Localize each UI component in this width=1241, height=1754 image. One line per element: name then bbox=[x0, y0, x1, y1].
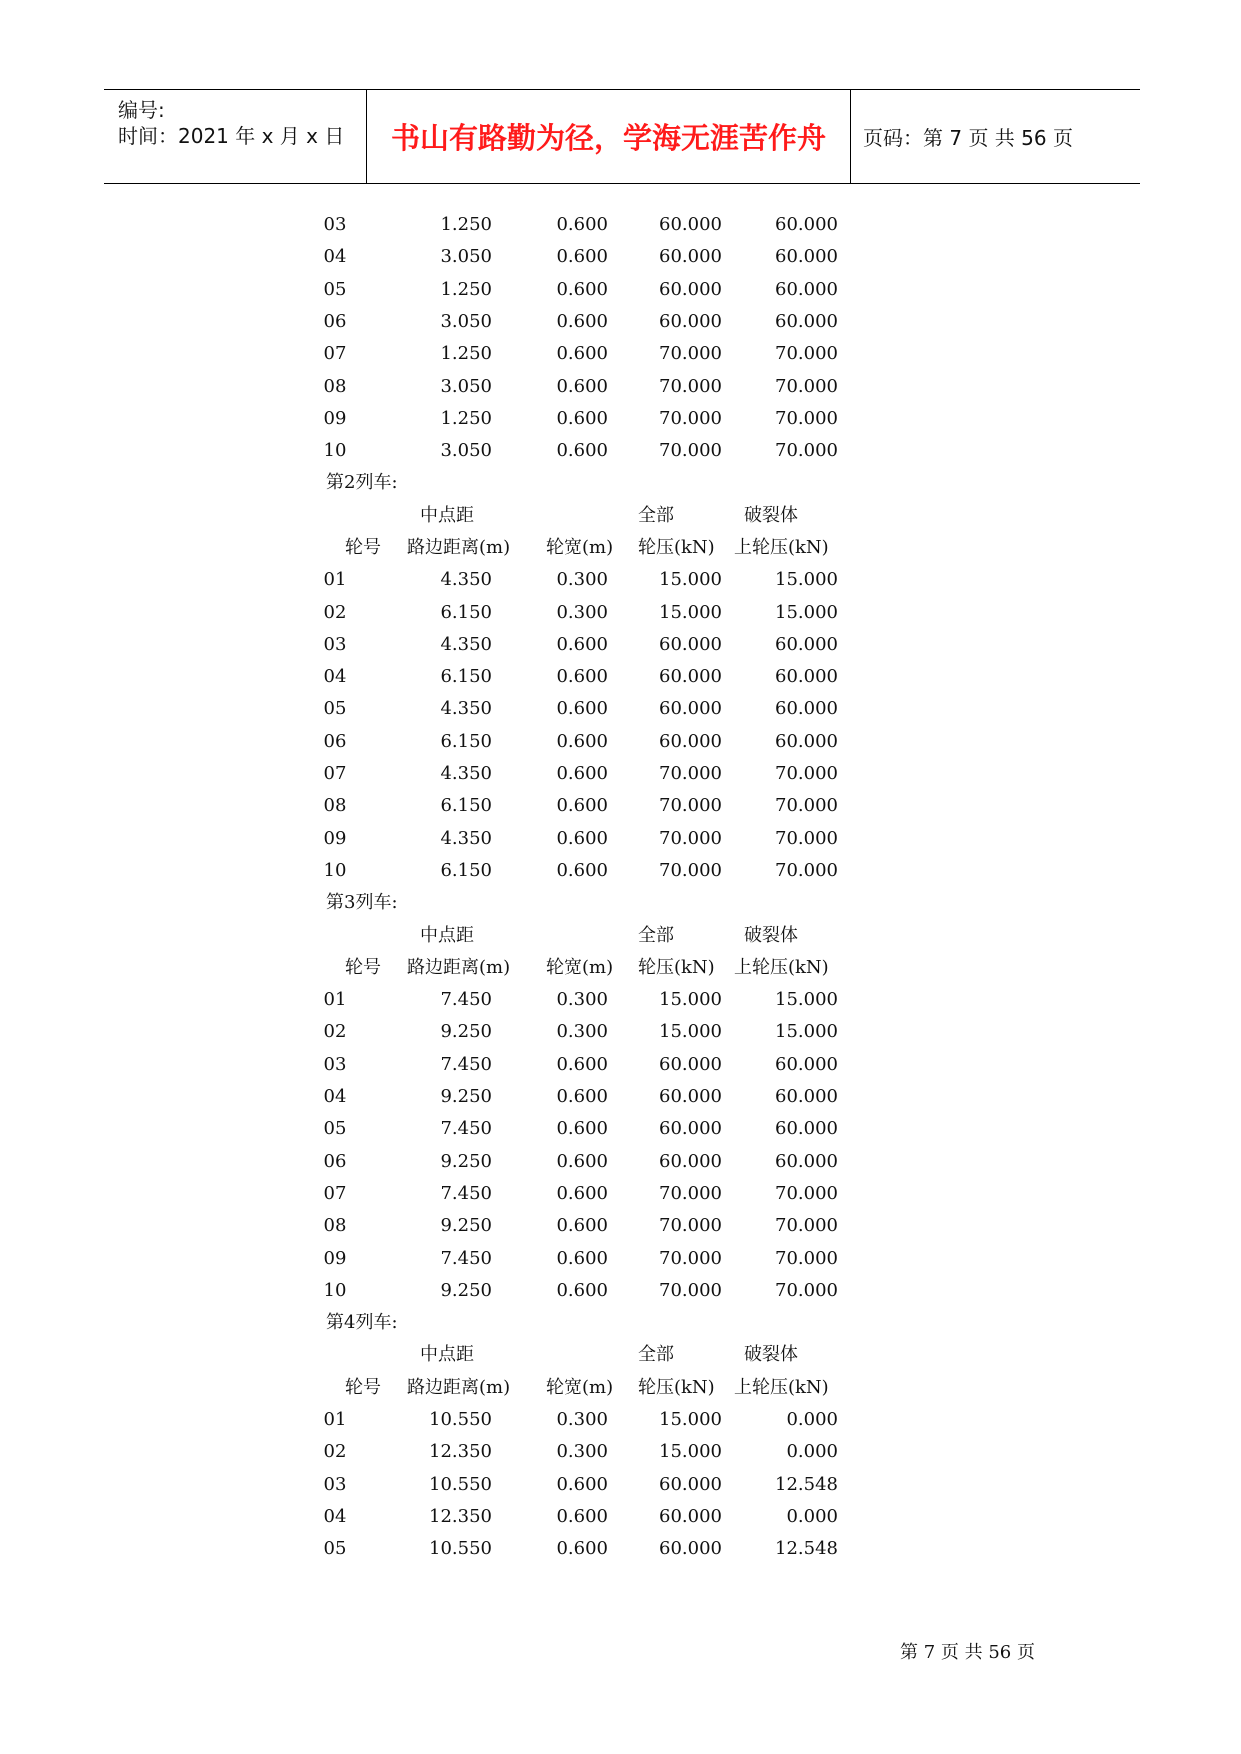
wheel-width-cell: 0.600 bbox=[556, 1118, 608, 1139]
wheel-load-cell: 70.000 bbox=[659, 1280, 722, 1301]
wheel-number-cell: 08 bbox=[323, 1215, 347, 1236]
column-header: 上轮压(kN) bbox=[734, 537, 829, 558]
wheel-width-cell: 0.600 bbox=[556, 1280, 608, 1301]
fracture-wheel-load-cell: 60.000 bbox=[775, 214, 838, 235]
page-footer: 第 7 页 共 56 页 bbox=[900, 1642, 1035, 1663]
wheel-load-cell: 60.000 bbox=[659, 1538, 722, 1559]
wheel-width-cell: 0.600 bbox=[556, 1215, 608, 1236]
section-title-row bbox=[0, 1309, 1241, 1337]
table-row bbox=[0, 857, 1241, 885]
wheel-load-cell: 70.000 bbox=[659, 1248, 722, 1269]
fracture-wheel-load-cell: 70.000 bbox=[775, 1215, 838, 1236]
fracture-wheel-load-cell: 60.000 bbox=[775, 311, 838, 332]
wheel-width-cell: 0.600 bbox=[556, 440, 608, 461]
distance-from-road-edge-cell: 4.350 bbox=[440, 569, 492, 590]
wheel-width-cell: 0.600 bbox=[556, 1474, 608, 1495]
wheel-width-cell: 0.600 bbox=[556, 246, 608, 267]
distance-from-road-edge-cell: 4.350 bbox=[440, 698, 492, 719]
wheel-load-cell: 70.000 bbox=[659, 1183, 722, 1204]
fracture-wheel-load-cell: 70.000 bbox=[775, 408, 838, 429]
wheel-width-cell: 0.600 bbox=[556, 408, 608, 429]
wheel-number-cell: 01 bbox=[323, 989, 347, 1010]
header-fracture-body: 破裂体 bbox=[744, 1344, 798, 1365]
wheel-load-cell: 60.000 bbox=[659, 1151, 722, 1172]
fracture-wheel-load-cell: 15.000 bbox=[775, 1021, 838, 1042]
distance-from-road-edge-cell: 3.050 bbox=[440, 376, 492, 397]
wheel-width-cell: 0.300 bbox=[556, 1021, 608, 1042]
wheel-number-cell: 08 bbox=[323, 795, 347, 816]
column-header: 轮压(kN) bbox=[638, 537, 715, 558]
fracture-wheel-load-cell: 70.000 bbox=[775, 343, 838, 364]
table-row bbox=[0, 825, 1241, 853]
table-row bbox=[0, 243, 1241, 271]
column-header: 上轮压(kN) bbox=[734, 1377, 829, 1398]
distance-from-road-edge-cell: 12.350 bbox=[429, 1441, 492, 1462]
wheel-number-cell: 03 bbox=[323, 214, 347, 235]
fracture-wheel-load-cell: 70.000 bbox=[775, 1248, 838, 1269]
distance-from-road-edge-cell: 1.250 bbox=[440, 214, 492, 235]
wheel-load-cell: 60.000 bbox=[659, 1054, 722, 1075]
table-row bbox=[0, 1115, 1241, 1143]
column-header: 轮宽(m) bbox=[546, 1377, 614, 1398]
table-row bbox=[0, 1406, 1241, 1434]
fracture-wheel-load-cell: 70.000 bbox=[775, 376, 838, 397]
wheel-load-cell: 70.000 bbox=[659, 440, 722, 461]
wheel-number-cell: 07 bbox=[323, 343, 347, 364]
fracture-wheel-load-cell: 60.000 bbox=[775, 246, 838, 267]
wheel-load-cell: 60.000 bbox=[659, 698, 722, 719]
distance-from-road-edge-cell: 6.150 bbox=[440, 860, 492, 881]
wheel-number-cell: 07 bbox=[323, 763, 347, 784]
wheel-number-cell: 01 bbox=[323, 1409, 347, 1430]
wheel-number-cell: 10 bbox=[323, 860, 347, 881]
header-total: 全部 bbox=[638, 925, 674, 946]
section-title: 第2列车: bbox=[326, 472, 398, 493]
distance-from-road-edge-cell: 3.050 bbox=[440, 246, 492, 267]
wheel-number-cell: 03 bbox=[323, 634, 347, 655]
header-total: 全部 bbox=[638, 1344, 674, 1365]
wheel-number-cell: 04 bbox=[323, 1506, 347, 1527]
wheel-width-cell: 0.300 bbox=[556, 1441, 608, 1462]
fracture-wheel-load-cell: 0.000 bbox=[786, 1409, 838, 1430]
wheel-load-cell: 60.000 bbox=[659, 311, 722, 332]
table-row bbox=[0, 1083, 1241, 1111]
table-row bbox=[0, 1051, 1241, 1079]
wheel-load-cell: 70.000 bbox=[659, 828, 722, 849]
header-midpoint: 中点距 bbox=[420, 925, 474, 946]
fracture-wheel-load-cell: 70.000 bbox=[775, 763, 838, 784]
column-header-row-2 bbox=[0, 1374, 1241, 1402]
fracture-wheel-load-cell: 15.000 bbox=[775, 569, 838, 590]
fracture-wheel-load-cell: 70.000 bbox=[775, 828, 838, 849]
wheel-number-cell: 09 bbox=[323, 828, 347, 849]
fracture-wheel-load-cell: 60.000 bbox=[775, 731, 838, 752]
distance-from-road-edge-cell: 9.250 bbox=[440, 1086, 492, 1107]
column-header: 轮压(kN) bbox=[638, 957, 715, 978]
distance-from-road-edge-cell: 9.250 bbox=[440, 1021, 492, 1042]
wheel-load-cell: 60.000 bbox=[659, 1506, 722, 1527]
wheel-width-cell: 0.600 bbox=[556, 1151, 608, 1172]
section-title-row bbox=[0, 889, 1241, 917]
distance-from-road-edge-cell: 1.250 bbox=[440, 408, 492, 429]
table-row bbox=[0, 1471, 1241, 1499]
wheel-number-cell: 06 bbox=[323, 311, 347, 332]
column-header-row-1 bbox=[0, 922, 1241, 950]
wheel-load-cell: 60.000 bbox=[659, 214, 722, 235]
wheel-number-cell: 05 bbox=[323, 1118, 347, 1139]
wheel-number-cell: 10 bbox=[323, 440, 347, 461]
wheel-width-cell: 0.600 bbox=[556, 634, 608, 655]
distance-from-road-edge-cell: 6.150 bbox=[440, 731, 492, 752]
distance-from-road-edge-cell: 7.450 bbox=[440, 1118, 492, 1139]
table-row bbox=[0, 1503, 1241, 1531]
fracture-wheel-load-cell: 60.000 bbox=[775, 279, 838, 300]
wheel-number-cell: 09 bbox=[323, 408, 347, 429]
distance-from-road-edge-cell: 4.350 bbox=[440, 763, 492, 784]
fracture-wheel-load-cell: 15.000 bbox=[775, 602, 838, 623]
table-row bbox=[0, 728, 1241, 756]
fracture-wheel-load-cell: 12.548 bbox=[775, 1474, 838, 1495]
wheel-load-cell: 70.000 bbox=[659, 343, 722, 364]
distance-from-road-edge-cell: 4.350 bbox=[440, 828, 492, 849]
wheel-load-cell: 60.000 bbox=[659, 279, 722, 300]
distance-from-road-edge-cell: 10.550 bbox=[429, 1474, 492, 1495]
distance-from-road-edge-cell: 9.250 bbox=[440, 1280, 492, 1301]
wheel-width-cell: 0.600 bbox=[556, 1538, 608, 1559]
fracture-wheel-load-cell: 70.000 bbox=[775, 860, 838, 881]
header-midpoint: 中点距 bbox=[420, 505, 474, 526]
distance-from-road-edge-cell: 3.050 bbox=[440, 440, 492, 461]
wheel-load-cell: 15.000 bbox=[659, 989, 722, 1010]
wheel-number-cell: 07 bbox=[323, 1183, 347, 1204]
fracture-wheel-load-cell: 70.000 bbox=[775, 440, 838, 461]
column-header-row-2 bbox=[0, 954, 1241, 982]
distance-from-road-edge-cell: 6.150 bbox=[440, 666, 492, 687]
wheel-load-cell: 60.000 bbox=[659, 666, 722, 687]
wheel-width-cell: 0.600 bbox=[556, 1506, 608, 1527]
table-row bbox=[0, 1245, 1241, 1273]
table-row bbox=[0, 566, 1241, 594]
column-header: 路边距离(m) bbox=[407, 1377, 511, 1398]
wheel-load-cell: 70.000 bbox=[659, 860, 722, 881]
table-row bbox=[0, 631, 1241, 659]
distance-from-road-edge-cell: 10.550 bbox=[429, 1409, 492, 1430]
table-row bbox=[0, 340, 1241, 368]
fracture-wheel-load-cell: 60.000 bbox=[775, 1118, 838, 1139]
wheel-load-cell: 70.000 bbox=[659, 376, 722, 397]
fracture-wheel-load-cell: 12.548 bbox=[775, 1538, 838, 1559]
table-row bbox=[0, 437, 1241, 465]
header-fracture-body: 破裂体 bbox=[744, 505, 798, 526]
wheel-width-cell: 0.600 bbox=[556, 311, 608, 332]
wheel-number-cell: 09 bbox=[323, 1248, 347, 1269]
wheel-width-cell: 0.600 bbox=[556, 828, 608, 849]
header-total: 全部 bbox=[638, 505, 674, 526]
wheel-load-cell: 70.000 bbox=[659, 795, 722, 816]
wheel-number-cell: 02 bbox=[323, 1021, 347, 1042]
wheel-width-cell: 0.300 bbox=[556, 989, 608, 1010]
wheel-width-cell: 0.600 bbox=[556, 214, 608, 235]
table-row bbox=[0, 373, 1241, 401]
wheel-number-cell: 04 bbox=[323, 1086, 347, 1107]
wheel-width-cell: 0.300 bbox=[556, 602, 608, 623]
wheel-number-cell: 05 bbox=[323, 1538, 347, 1559]
column-header: 轮压(kN) bbox=[638, 1377, 715, 1398]
table-row bbox=[0, 1277, 1241, 1305]
table-row bbox=[0, 1535, 1241, 1563]
fracture-wheel-load-cell: 70.000 bbox=[775, 1280, 838, 1301]
header-midpoint: 中点距 bbox=[420, 1344, 474, 1365]
distance-from-road-edge-cell: 9.250 bbox=[440, 1215, 492, 1236]
wheel-load-cell: 70.000 bbox=[659, 408, 722, 429]
column-header: 轮号 bbox=[345, 1377, 381, 1398]
wheel-load-cell: 60.000 bbox=[659, 1086, 722, 1107]
fracture-wheel-load-cell: 0.000 bbox=[786, 1441, 838, 1462]
wheel-width-cell: 0.600 bbox=[556, 376, 608, 397]
fracture-wheel-load-cell: 60.000 bbox=[775, 698, 838, 719]
table-row bbox=[0, 663, 1241, 691]
wheel-width-cell: 0.600 bbox=[556, 1054, 608, 1075]
table-row bbox=[0, 1438, 1241, 1466]
fracture-wheel-load-cell: 15.000 bbox=[775, 989, 838, 1010]
fracture-wheel-load-cell: 0.000 bbox=[786, 1506, 838, 1527]
wheel-load-cell: 15.000 bbox=[659, 1441, 722, 1462]
wheel-width-cell: 0.600 bbox=[556, 666, 608, 687]
distance-from-road-edge-cell: 12.350 bbox=[429, 1506, 492, 1527]
section-title: 第4列车: bbox=[326, 1312, 398, 1333]
wheel-width-cell: 0.600 bbox=[556, 731, 608, 752]
table-row bbox=[0, 211, 1241, 239]
fracture-wheel-load-cell: 70.000 bbox=[775, 795, 838, 816]
wheel-load-cell: 15.000 bbox=[659, 1409, 722, 1430]
column-header: 路边距离(m) bbox=[407, 957, 511, 978]
table-row bbox=[0, 1148, 1241, 1176]
wheel-number-cell: 04 bbox=[323, 666, 347, 687]
table-row bbox=[0, 599, 1241, 627]
table-row bbox=[0, 792, 1241, 820]
wheel-load-cell: 60.000 bbox=[659, 1474, 722, 1495]
document-date-label: 时间：2021 年 x 月 x 日 bbox=[118, 124, 345, 148]
wheel-load-cell: 60.000 bbox=[659, 731, 722, 752]
wheel-load-cell: 15.000 bbox=[659, 1021, 722, 1042]
wheel-load-cell: 15.000 bbox=[659, 602, 722, 623]
wheel-width-cell: 0.600 bbox=[556, 1183, 608, 1204]
column-header: 路边距离(m) bbox=[407, 537, 511, 558]
distance-from-road-edge-cell: 1.250 bbox=[440, 343, 492, 364]
distance-from-road-edge-cell: 9.250 bbox=[440, 1151, 492, 1172]
header-fracture-body: 破裂体 bbox=[744, 925, 798, 946]
wheel-load-cell: 70.000 bbox=[659, 1215, 722, 1236]
distance-from-road-edge-cell: 3.050 bbox=[440, 311, 492, 332]
wheel-width-cell: 0.300 bbox=[556, 569, 608, 590]
column-header: 轮宽(m) bbox=[546, 537, 614, 558]
distance-from-road-edge-cell: 10.550 bbox=[429, 1538, 492, 1559]
column-header: 上轮压(kN) bbox=[734, 957, 829, 978]
section-title: 第3列车: bbox=[326, 892, 398, 913]
wheel-number-cell: 01 bbox=[323, 569, 347, 590]
header-page-number: 页码：第 7 页 共 56 页 bbox=[863, 126, 1073, 150]
fracture-wheel-load-cell: 60.000 bbox=[775, 1151, 838, 1172]
wheel-load-cell: 60.000 bbox=[659, 246, 722, 267]
wheel-number-cell: 06 bbox=[323, 1151, 347, 1172]
table-row bbox=[0, 1180, 1241, 1208]
wheel-width-cell: 0.600 bbox=[556, 795, 608, 816]
table-row bbox=[0, 1018, 1241, 1046]
distance-from-road-edge-cell: 1.250 bbox=[440, 279, 492, 300]
fracture-wheel-load-cell: 60.000 bbox=[775, 1086, 838, 1107]
wheel-load-cell: 60.000 bbox=[659, 1118, 722, 1139]
distance-from-road-edge-cell: 7.450 bbox=[440, 1183, 492, 1204]
wheel-number-cell: 03 bbox=[323, 1054, 347, 1075]
column-header-row-2 bbox=[0, 534, 1241, 562]
document-number-label: 编号: bbox=[118, 98, 165, 122]
distance-from-road-edge-cell: 6.150 bbox=[440, 795, 492, 816]
wheel-width-cell: 0.600 bbox=[556, 860, 608, 881]
fracture-wheel-load-cell: 60.000 bbox=[775, 1054, 838, 1075]
section-title-row bbox=[0, 469, 1241, 497]
table-row bbox=[0, 1212, 1241, 1240]
distance-from-road-edge-cell: 4.350 bbox=[440, 634, 492, 655]
wheel-load-cell: 60.000 bbox=[659, 634, 722, 655]
table-row bbox=[0, 986, 1241, 1014]
fracture-wheel-load-cell: 60.000 bbox=[775, 634, 838, 655]
column-header: 轮宽(m) bbox=[546, 957, 614, 978]
wheel-number-cell: 03 bbox=[323, 1474, 347, 1495]
wheel-number-cell: 06 bbox=[323, 731, 347, 752]
wheel-number-cell: 02 bbox=[323, 602, 347, 623]
fracture-wheel-load-cell: 70.000 bbox=[775, 1183, 838, 1204]
table-row bbox=[0, 276, 1241, 304]
wheel-width-cell: 0.600 bbox=[556, 279, 608, 300]
wheel-number-cell: 10 bbox=[323, 1280, 347, 1301]
column-header: 轮号 bbox=[345, 957, 381, 978]
wheel-width-cell: 0.600 bbox=[556, 1248, 608, 1269]
column-header: 轮号 bbox=[345, 537, 381, 558]
table-row bbox=[0, 760, 1241, 788]
wheel-number-cell: 04 bbox=[323, 246, 347, 267]
wheel-number-cell: 08 bbox=[323, 376, 347, 397]
column-header-row-1 bbox=[0, 1341, 1241, 1369]
distance-from-road-edge-cell: 7.450 bbox=[440, 989, 492, 1010]
wheel-load-cell: 70.000 bbox=[659, 763, 722, 784]
wheel-load-cell: 15.000 bbox=[659, 569, 722, 590]
wheel-width-cell: 0.600 bbox=[556, 698, 608, 719]
distance-from-road-edge-cell: 7.450 bbox=[440, 1054, 492, 1075]
wheel-width-cell: 0.600 bbox=[556, 763, 608, 784]
fracture-wheel-load-cell: 60.000 bbox=[775, 666, 838, 687]
wheel-number-cell: 05 bbox=[323, 698, 347, 719]
header-motto: 书山有路勤为径，学海无涯苦作舟 bbox=[390, 121, 826, 155]
wheel-number-cell: 02 bbox=[323, 1441, 347, 1462]
distance-from-road-edge-cell: 7.450 bbox=[440, 1248, 492, 1269]
table-row bbox=[0, 405, 1241, 433]
column-header-row-1 bbox=[0, 502, 1241, 530]
wheel-width-cell: 0.600 bbox=[556, 1086, 608, 1107]
table-row bbox=[0, 308, 1241, 336]
wheel-width-cell: 0.600 bbox=[556, 343, 608, 364]
table-row bbox=[0, 695, 1241, 723]
wheel-number-cell: 05 bbox=[323, 279, 347, 300]
distance-from-road-edge-cell: 6.150 bbox=[440, 602, 492, 623]
wheel-width-cell: 0.300 bbox=[556, 1409, 608, 1430]
